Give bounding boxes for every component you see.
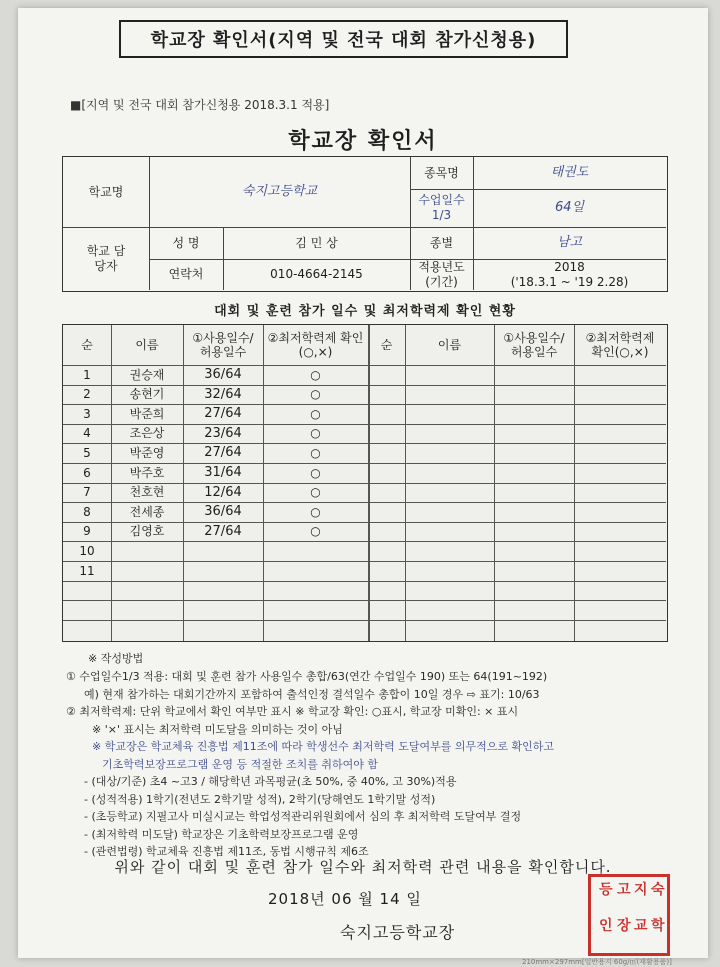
empty-cell [574,581,666,601]
row-number: 5 [83,445,91,460]
row-days [183,600,263,620]
empty-cell [405,483,494,503]
row-name [111,600,183,620]
year-label: 적용년도 (기간) [418,259,465,289]
issue-date: 2018년 06 월 14 일 [268,890,422,908]
gender-label: 종별 [429,235,454,250]
official-seal-stamp [588,874,670,956]
method-line: ② 최저학력제: 단위 학교에서 확인 여부만 표시 ※ 학교장 확인: ○표시, 학교장 미확인: × 표시 [66,705,519,718]
empty-cell [574,620,666,640]
header-no-right: 순 [380,337,393,352]
row-number [63,620,111,640]
row-days: 31/64 [204,465,242,480]
empty-cell [368,365,405,385]
empty-cell [368,385,405,405]
empty-cell [494,541,574,561]
seal-glyph: 등 [599,882,613,898]
row-check [263,561,368,581]
participation-table [62,324,668,642]
empty-cell [494,424,574,444]
row-number: 2 [83,387,91,402]
school-days-value: 64일 [554,199,585,215]
seal-glyph: 고 [617,882,631,898]
year-value: 2018 [554,259,585,274]
staff-name-label: 성 명 [172,235,200,250]
row-days: 32/64 [204,386,242,402]
school-name-label: 학교명 [88,184,124,199]
method-line: - (성적적용) 1학기(전년도 2학기말 성적), 2학기(당해연도 1학기말 성적) [84,792,436,806]
empty-cell [574,404,666,424]
row-check: ○ [310,465,321,480]
row-check: ○ [310,524,321,539]
row-name: 전세종 [129,504,165,519]
row-check: ○ [310,445,321,460]
empty-cell [494,561,574,581]
empty-cell [405,522,494,542]
row-days: 27/64 [204,523,242,539]
school-name-value: 숙지고등학교 [241,183,318,199]
event-value: 태권도 [550,164,589,180]
empty-cell [405,502,494,522]
empty-cell [405,385,494,405]
row-number: 11 [79,563,95,578]
method-line: - (최저학력 미도달) 학교장은 기초학력보장프로그램 운영 [84,827,359,841]
empty-cell [494,365,574,385]
event-label: 종목명 [424,165,459,180]
method-line: - (관련법령) 학교체육 진흥법 제11조, 동법 시행규칙 제6조 [84,845,369,858]
row-days [183,581,263,601]
method-line: - (초등학교) 지필고사 미실시교는 학업성적관리위원회에서 심의 후 최저학력 도달여부 결정 [84,810,522,823]
row-name: 권승재 [129,367,165,382]
empty-cell [405,443,494,463]
row-name [111,581,183,601]
row-days [183,620,263,640]
empty-cell [574,522,666,542]
empty-cell [405,620,494,640]
empty-cell [405,541,494,561]
empty-cell [574,463,666,483]
method-line: ※ 학교장은 학교체육 진흥법 제11조에 따라 학생선수 최저학력 도달여부를 의무적으로 확인하고 [92,740,554,753]
empty-cell [405,424,494,444]
header-days-right: ①사용일수/ 허용일수 [503,330,565,359]
row-number: 9 [83,524,91,539]
row-days: 23/64 [204,425,242,441]
empty-cell [368,541,405,561]
header-name: 이름 [135,337,159,352]
row-number: 6 [83,465,91,480]
method-title: ※ 작성방법 [88,652,144,665]
seal-glyph: 인 [599,918,613,934]
signer-name: 숙지고등학교장 [340,923,456,942]
empty-cell [494,600,574,620]
row-check: ○ [310,504,321,519]
empty-cell [494,443,574,463]
row-number: 3 [83,406,91,421]
empty-cell [494,522,574,542]
period-value: ('18.3.1 ~ '19 2.28) [510,274,629,289]
gender-value: 남고 [556,234,583,250]
row-name [111,541,183,561]
empty-cell [405,404,494,424]
header-check: ②최저학력제 확인(○,×) [267,330,364,359]
empty-cell [494,483,574,503]
empty-cell [574,600,666,620]
empty-cell [368,404,405,424]
row-check [263,620,368,640]
row-number [63,581,111,601]
empty-cell [405,561,494,581]
row-name: 김영호 [129,524,165,539]
empty-cell [368,522,405,542]
row-check [263,541,368,561]
empty-cell [494,385,574,405]
row-number: 1 [83,367,91,382]
contact-value: 010-4664-2145 [270,267,363,281]
row-days: 27/64 [204,445,242,461]
row-number: 8 [83,504,91,519]
header-check-right: ②최저학력제 확인(○,×) [585,330,655,359]
empty-cell [368,620,405,640]
row-days: 12/64 [204,484,242,500]
row-check: ○ [310,387,321,402]
row-number: 4 [83,426,91,441]
empty-cell [368,463,405,483]
empty-cell [405,463,494,483]
row-days: 36/64 [204,504,242,520]
header-no: 순 [81,337,93,352]
staff-label: 학교 담당자 [86,243,126,273]
empty-cell [368,581,405,601]
row-days [183,541,263,561]
row-name: 박준영 [129,445,165,460]
empty-cell [405,581,494,601]
form-subnote: ■[지역 및 전국 대회 참가신청용 2018.3.1 적용] [70,98,330,112]
row-name: 조은상 [129,426,165,441]
seal-glyph: 지 [634,882,648,898]
seal-glyph: 교 [634,918,648,934]
empty-cell [574,365,666,385]
row-name: 박준희 [129,406,165,421]
closing-statement: 위와 같이 대회 및 훈련 참가 일수와 최저학력 관련 내용을 확인합니다. [114,858,612,876]
row-name: 천호현 [129,485,165,500]
row-number [63,600,111,620]
empty-cell [574,541,666,561]
school-days-label: 수업일수 1/3 [418,193,465,222]
row-name: 박주호 [129,465,165,480]
row-number: 10 [79,543,95,558]
year-cell [473,259,666,290]
row-check: ○ [310,485,321,500]
document-paper [18,8,708,966]
method-line: ① 수업일수1/3 적용: 대회 및 훈련 참가 사용일수 총합/63(연간 수업일수 190) 또는 64(191~192) [66,670,548,683]
empty-cell [368,443,405,463]
row-check [263,600,368,620]
header-days: ①사용일수/ 허용일수 [192,330,254,359]
empty-cell [368,502,405,522]
empty-cell [494,502,574,522]
empty-cell [368,600,405,620]
empty-cell [574,443,666,463]
method-line: ※ '×' 표시는 최저학력 미도달을 의미하는 것이 아님 [92,722,343,736]
empty-cell [368,483,405,503]
row-days [183,561,263,581]
form-banner-title: 학교장 확인서(지역 및 전국 대회 참가신청용) [119,20,568,58]
paper-spec-footnote: 210mm×297mm[일반용지 60g/㎡(재활용품)] [522,958,672,966]
empty-cell [405,600,494,620]
empty-cell [574,561,666,581]
empty-cell [494,620,574,640]
school-info-table [62,156,668,292]
empty-cell [574,502,666,522]
empty-cell [574,483,666,503]
contact-label: 연락처 [168,267,204,281]
empty-cell [574,385,666,405]
empty-cell [405,365,494,385]
row-check: ○ [310,426,321,441]
method-line: - (대상/기준) 초4 ~고3 / 해당학년 과목평균(초 50%, 중 40%, 고 30%)적용 [84,775,457,788]
document-title: 학교장 확인서 [288,129,438,154]
empty-cell [494,581,574,601]
empty-cell [368,561,405,581]
header-name-right: 이름 [437,337,462,352]
row-name: 송현기 [129,387,165,402]
empty-cell [494,404,574,424]
section-title: 대회 및 훈련 참가 일수 및 최저학력제 확인 현황 [214,304,516,319]
row-days: 36/64 [204,367,242,382]
empty-cell [494,463,574,483]
row-number: 7 [83,485,91,500]
row-name [111,561,183,581]
seal-glyph: 장 [617,918,631,934]
seal-glyph: 숙 [651,882,665,898]
staff-name-value: 김 민 상 [295,235,338,250]
method-line: 기초학력보장프로그램 운영 등 적절한 조치를 취하여야 함 [102,757,379,771]
row-days: 27/64 [204,406,242,422]
empty-cell [368,424,405,444]
method-line: 예) 현재 참가하는 대회기간까지 포함하여 출석인정 결석일수 총합이 10일 경우 ⇨ 표기: 10/63 [84,687,540,701]
row-check: ○ [310,406,321,421]
row-check: ○ [310,367,321,382]
seal-glyph: 학 [651,918,665,934]
empty-cell [574,424,666,444]
row-name [111,620,183,640]
row-check [263,581,368,601]
